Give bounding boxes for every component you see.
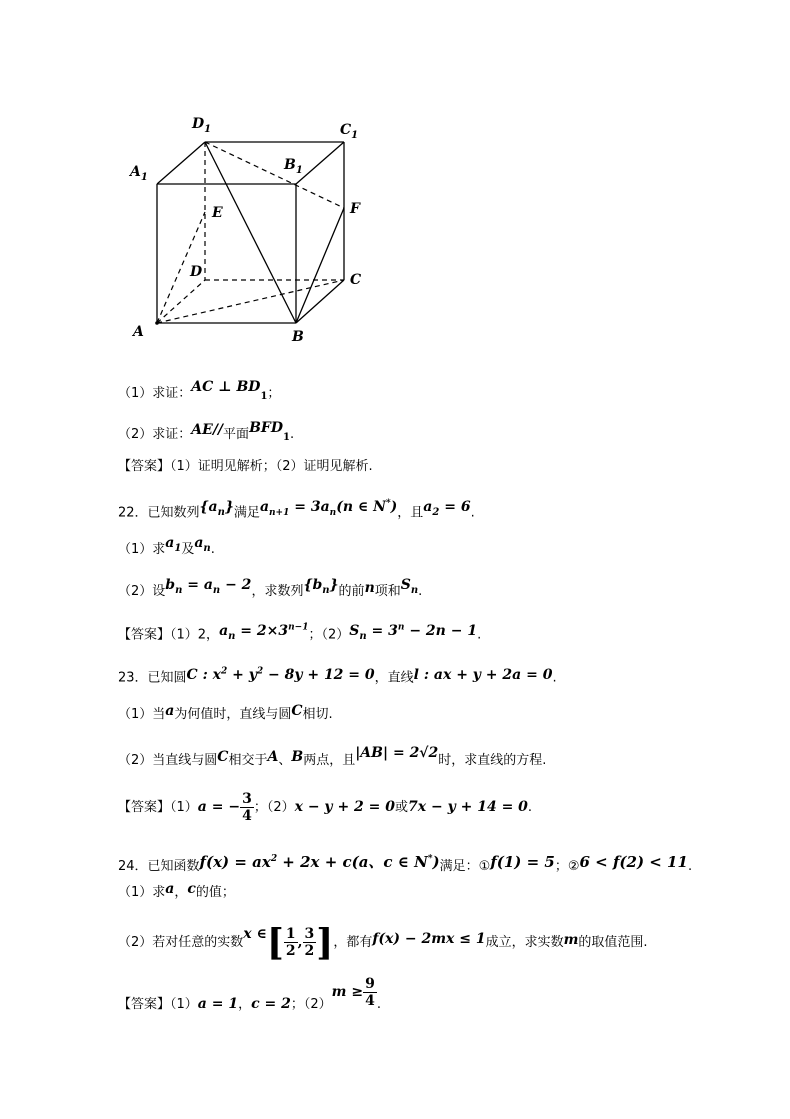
label-C: C xyxy=(350,272,362,288)
fraction: $\frac{9}{4}$ xyxy=(365,976,375,1009)
q23-part2: （2）当直线与圆C相交于A、B两点，且|AB| = 2√2时，求直线的方程. xyxy=(118,745,547,768)
edge-A-C xyxy=(157,280,344,323)
q22-stem: 22．已知数列$\{a_n\}$满足$a_{n+1} = 3a_n(n$ ∈ N*)，且$a_2 = 6$. xyxy=(118,498,475,521)
edge-B1-C1 xyxy=(296,142,344,184)
label-A: A xyxy=(133,324,144,340)
edge-D1-F xyxy=(205,142,344,208)
fraction: $\frac{3}{2}$ xyxy=(304,926,315,959)
label-A1: $A_1$ xyxy=(130,164,148,183)
q23-part1: （1）当a为何值时，直线与圆C相切. xyxy=(118,703,333,722)
answer-tag: 【答案】 xyxy=(118,459,171,474)
q24-part2: （2）若对任意的实数x ∈[ $\frac{1}{2}$ , $\frac{3}{2}$ ]，都有f(x) − 2mx ≤ 1成立，求实数m的取值范围. xyxy=(118,921,648,964)
q23-stem: 23．已知圆C : $x^2 + y^2 - 8y + 12 = 0$，直线l : ax + y + 2a = 0. xyxy=(118,666,557,686)
label-D: D xyxy=(190,264,203,280)
label-E: E xyxy=(212,205,223,221)
q21-answer: 【答案】（1）证明见解析；（2）证明见解析. xyxy=(118,459,373,474)
q21-part1: （1）求证：AC ⊥ $BD_1$； xyxy=(118,379,281,402)
q23-answer: 【答案】（1）a = − $\frac{3}{4}$ ；（2）x − y + 2 = 0或7x − y + 14 = 0. xyxy=(118,791,533,824)
edge-A1-D1 xyxy=(157,142,205,184)
answer-tag: 【答案】 xyxy=(118,800,171,815)
point-A xyxy=(155,321,159,325)
label-F: F xyxy=(350,201,360,217)
edge-D1-B xyxy=(205,142,296,323)
q22-answer: 【答案】（1）2，$a_n = 2\times 3^{n-1}$；$(2)S_n = 3^n - 2n - 1$. xyxy=(118,622,482,643)
answer-tag: 【答案】 xyxy=(118,627,171,643)
edge-A-D xyxy=(157,280,205,323)
fraction: $\frac{3}{4}$ xyxy=(242,791,252,824)
edge-B-F xyxy=(296,208,344,323)
q22-part1: （1）求$a_1$及$a_n$. xyxy=(118,535,215,557)
q24-answer: 【答案】（1）a = 1，c = 2；（2）m ≥ $\frac{9}{4}$ . xyxy=(118,976,381,1012)
fraction: $\frac{1}{2}$ xyxy=(285,926,296,959)
label-C1: $C_1$ xyxy=(340,122,359,141)
q24-stem: 24．已知函数$f(x) = ax^2 + 2x + c(a$、c ∈ N*)满足：①f(1) = 5；②6 < f(2) < 11. xyxy=(118,853,693,874)
cube-figure xyxy=(0,0,790,360)
label-D1: $D_1$ xyxy=(192,116,212,135)
label-B1: $B_1$ xyxy=(284,157,303,176)
label-B: B xyxy=(292,329,304,345)
q22-part2: （2）设$b_n = a_n - 2$，求数列$\{b_n\}$的前n项和$S_n$. xyxy=(118,577,423,599)
answer-tag: 【答案】 xyxy=(118,997,171,1012)
edge-B-C xyxy=(296,280,344,323)
q24-part1: （1）求a，c的值； xyxy=(118,881,235,900)
q21-part2: （2）求证：AE//平面$BFD_1$. xyxy=(118,420,295,443)
